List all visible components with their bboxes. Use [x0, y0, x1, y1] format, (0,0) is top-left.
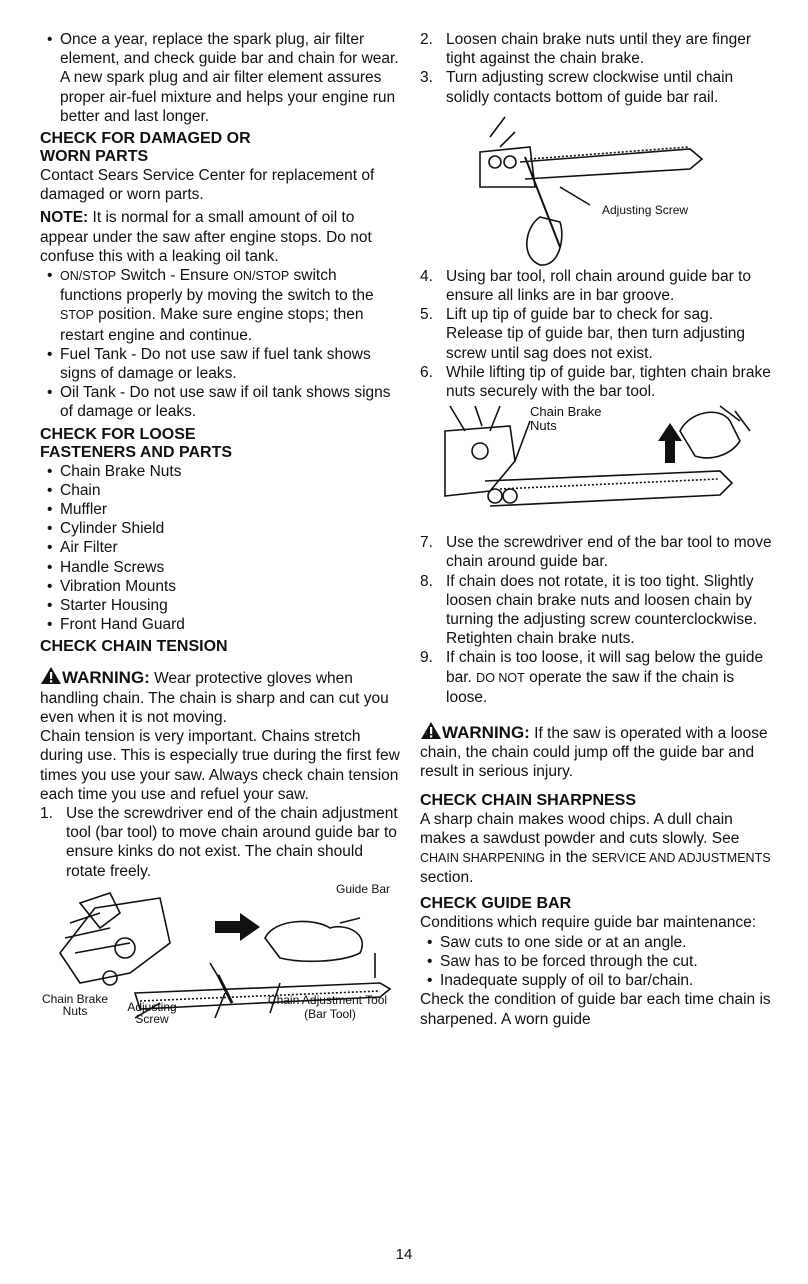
step-text: Using bar tool, roll chain around guide bar to ensure all links are in bar groove.: [446, 267, 752, 305]
tension-text: Chain tension is very important. Chains stretch during use. This is especially true during the first few times you use your saw. Always check chain tension each time you use and refuel your saw.: [40, 728, 400, 803]
note-label: NOTE:: [40, 209, 89, 227]
adjusting-screw-figure: [420, 107, 772, 267]
service-adjustments-term: SERVICE AND ADJUSTMENTS: [591, 851, 771, 866]
note-paragraph: [40, 208, 400, 266]
list-item: • Chain Brake Nuts: [40, 462, 400, 481]
step-number: 5.: [420, 306, 433, 324]
step-7: [420, 533, 772, 571]
adjusting-screw-label: Adjusting Screw: [602, 202, 689, 217]
step-2: [420, 30, 772, 68]
step-5: [420, 305, 772, 363]
warning-paragraph: [40, 666, 400, 727]
chain-brake-label-line2: Nuts: [530, 418, 557, 434]
sharpness-text: [420, 810, 772, 888]
onstop-term-2: ON/STOP: [233, 269, 290, 284]
chain-brake-illustration: [420, 401, 772, 529]
list-item: • Chain: [40, 481, 400, 500]
list-item: • Air Filter: [40, 538, 400, 557]
step-text: Use the screwdriver end of the bar tool to move chain around guide bar.: [446, 534, 772, 571]
guide-bar-illustration: [420, 107, 772, 267]
step-4: [420, 267, 772, 305]
step-number: 4.: [420, 267, 433, 285]
step-number: 8.: [420, 572, 433, 590]
step-1: [40, 804, 400, 881]
damaged-heading-line1: CHECK FOR DAMAGED OR: [40, 130, 251, 148]
chain-brake-nuts-label: Chain Brake Nuts: [41, 991, 109, 1018]
warning-text: If the saw is operated with a loose chain, the chain could jump off the guide bar and result in serious injury.: [420, 725, 768, 781]
guide-bar-end-text: Check the condition of guide bar each time chain is sharpened. A worn guide: [420, 991, 771, 1028]
do-not-term: DO NOT: [476, 670, 525, 685]
loose-heading-line2: FASTENERS AND PARTS: [40, 443, 233, 461]
step-number: 6.: [420, 363, 433, 381]
loose-parts-list: [40, 462, 400, 635]
list-item: • Handle Screws: [40, 558, 400, 577]
list-item: • Vibration Mounts: [40, 577, 400, 596]
step-text: Turn adjusting screw clockwise until chain solidly contacts bottom of guide bar rail.: [446, 69, 734, 106]
warning-triangle-icon: [40, 666, 62, 685]
fuel-tank-bullet: • Fuel Tank - Do not use saw if fuel tank shows signs of damage or leaks.: [40, 345, 400, 383]
warning-label: WARNING:: [442, 723, 530, 743]
guide-bar-heading: CHECK GUIDE BAR: [420, 895, 572, 913]
step-text: operate the saw if the chain is loose.: [446, 668, 735, 706]
chain-brake-figure: [420, 401, 772, 529]
bar-tool-label: (Bar Tool): [304, 1006, 356, 1021]
step-text: While lifting tip of guide bar, tighten chain brake nuts securely with the bar tool.: [446, 363, 771, 401]
warning-text: Wear protective gloves when handling chain. The chain is sharp and can cut you even when it is not moving.: [40, 670, 389, 726]
sharpness-text-e: section.: [420, 869, 474, 887]
list-item: • Muffler: [40, 500, 400, 519]
page-number: 14: [395, 1246, 413, 1263]
onstop-text-b: Switch - Ensure: [120, 267, 229, 285]
intro-bullet: • Once a year, replace the spark plug, air filter element, and check guide bar and chain for wear. A new spark plug and air filter element assures proper air-fuel mixture and helps your engine run better and last longer.: [40, 30, 400, 126]
loose-heading-line1: CHECK FOR LOOSE: [40, 425, 196, 443]
step-number: 9.: [420, 649, 433, 667]
adjusting-screw-label: Adjusting Screw: [127, 999, 177, 1026]
onstop-text-d: switch functions properly by moving the switch to the: [60, 267, 374, 305]
list-item: • Saw cuts to one side or at an angle.: [420, 933, 772, 952]
guide-bar-label: Guide Bar: [336, 881, 391, 896]
list-item: • Saw has to be forced through the cut.: [420, 952, 772, 971]
list-item: • Front Hand Guard: [40, 615, 400, 634]
oil-tank-bullet: • Oil Tank - Do not use saw if oil tank shows signs of damage or leaks.: [40, 383, 400, 421]
damaged-heading-line2: WORN PARTS: [40, 148, 149, 166]
step-text: Lift up tip of guide bar to check for sag. Release tip of guide bar, then turn adjusting screw until sag does not exist.: [446, 306, 746, 362]
step-8: [420, 572, 772, 649]
step-number: 3.: [420, 69, 433, 87]
step-number: 7.: [420, 534, 433, 552]
stop-term: STOP: [60, 308, 94, 323]
warning-triangle-icon: [420, 721, 442, 740]
warning-label: WARNING:: [62, 668, 150, 688]
step-text: Loosen chain brake nuts until they are finger tight against the chain brake.: [446, 31, 752, 68]
step-text: Use the screwdriver end of the chain adjustment tool (bar tool) to move chain around guide bar to ensure kinks do not exist. The chain should rotate freely.: [66, 804, 398, 880]
right-column: [420, 30, 772, 1029]
guide-bar-text: Conditions which require guide bar maintenance:: [420, 914, 757, 932]
step-number: 2.: [420, 31, 433, 48]
sharpness-text-c: in the: [549, 849, 588, 867]
tension-heading: CHECK CHAIN TENSION: [40, 638, 228, 656]
step-text: If chain is too loose, it will sag below the guide bar.: [446, 649, 764, 686]
step-9: [420, 648, 772, 707]
onstop-text-f: position. Make sure engine stops; then restart engine and continue.: [60, 306, 364, 344]
list-item: • Starter Housing: [40, 596, 400, 615]
list-item: • Inadequate supply of oil to bar/chain.: [420, 971, 772, 990]
sharpness-heading: CHECK CHAIN SHARPNESS: [420, 791, 637, 809]
note-text: It is normal for a small amount of oil to appear under the saw after engine stops. Do not confuse this with a leaking oil tank.: [40, 209, 372, 265]
list-item: • Cylinder Shield: [40, 519, 400, 538]
chain-sharpening-term: CHAIN SHARPENING: [420, 851, 546, 866]
chain-brake-label-line1: Chain Brake: [530, 404, 602, 420]
chain-adjustment-tool-label: Chain Adjustment Tool: [267, 992, 388, 1007]
damaged-text: Contact Sears Service Center for replacement of damaged or worn parts.: [40, 167, 375, 204]
step-3: [420, 68, 772, 106]
step-number: 1.: [40, 804, 53, 822]
sharpness-text-a: A sharp chain makes wood chips. A dull chain makes a sawdust powder and cuts slowly. See: [420, 810, 740, 847]
step-text: If chain does not rotate, it is too tight. Slightly loosen chain brake nuts and loosen chain by turning the adjusting screw counterclockwise. Retighten chain brake nuts.: [446, 572, 758, 648]
left-column: [40, 30, 400, 1033]
chain-adjustment-figure: [40, 883, 400, 1033]
onstop-term: ON/STOP: [60, 269, 117, 284]
step-6: [420, 363, 772, 401]
onstop-bullet: [40, 266, 400, 345]
warning-paragraph: [420, 721, 772, 782]
